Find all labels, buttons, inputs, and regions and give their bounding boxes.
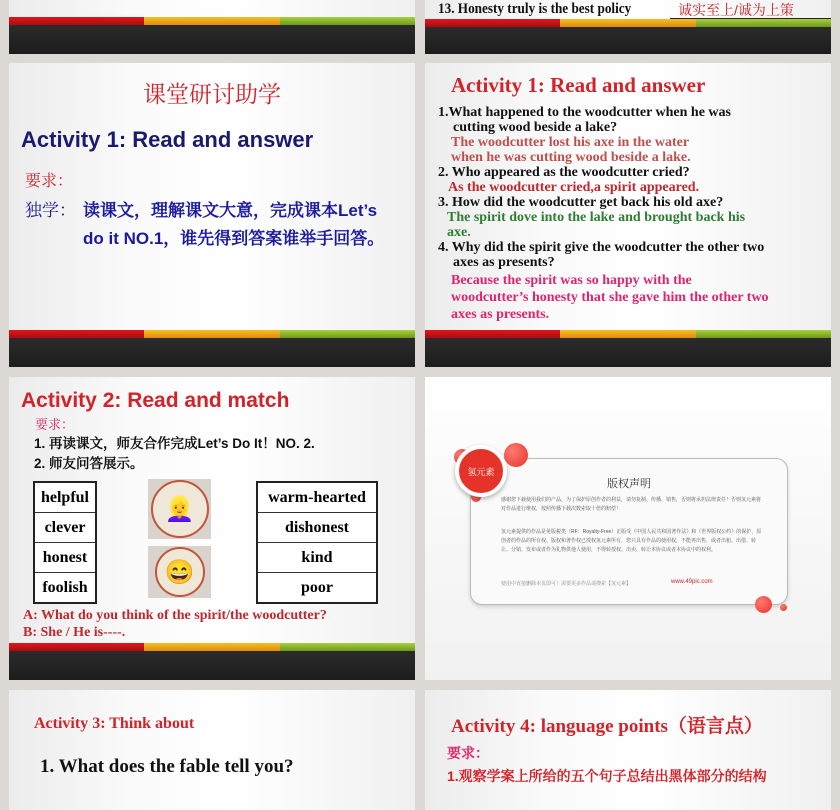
table-row bbox=[34, 543, 96, 573]
answer-3b: axe. bbox=[447, 225, 471, 240]
dark-footer bbox=[9, 25, 415, 54]
dialogue-answer: B: She / He is----. bbox=[23, 625, 126, 640]
decor-circle bbox=[504, 443, 528, 467]
table-row bbox=[257, 573, 377, 604]
honesty-phrase: 13. Honesty truly is the best policy bbox=[438, 1, 632, 17]
color-band bbox=[9, 643, 415, 651]
dark-footer bbox=[425, 338, 831, 367]
self-study-label: 独学： bbox=[25, 201, 76, 220]
color-band bbox=[425, 330, 831, 338]
slide-title: Activity 4: language points（语言点） bbox=[451, 716, 763, 737]
word-cell: kind bbox=[257, 543, 377, 573]
slide-title: Activity 1: Read and answer bbox=[451, 73, 706, 97]
copyright-title: 版权声明 bbox=[607, 478, 651, 490]
decor-circle bbox=[755, 596, 772, 613]
question-4a: 4. Why did the spirit give the woodcutter the other two bbox=[438, 240, 765, 255]
copyright-card bbox=[470, 458, 788, 605]
answer-4b: woodcutter’s honesty that she gave him the other two bbox=[451, 290, 769, 305]
dark-footer bbox=[9, 651, 415, 680]
decor-circle bbox=[780, 604, 787, 611]
instruction-line-1: 读课文，理解课文大意，完成课本Let’s bbox=[83, 201, 378, 220]
color-band bbox=[425, 19, 831, 27]
honesty-translation: 诚实至上/诚为上策 bbox=[678, 2, 794, 18]
word-cell: clever bbox=[34, 513, 96, 543]
question-2: 2. Who appeared as the woodcutter cried? bbox=[438, 165, 690, 180]
slide-thumbnail-5[interactable] bbox=[9, 377, 415, 680]
woodcutter-image: 😄 bbox=[148, 546, 211, 598]
dialogue-question: A: What do you think of the spirit/the woodcutter? bbox=[23, 608, 327, 623]
brand-badge bbox=[455, 445, 507, 497]
requirement-label: 要求： bbox=[25, 173, 74, 190]
slide-thumbnail-6[interactable] bbox=[425, 377, 831, 680]
answer-1b: when he was cutting wood beside a lake. bbox=[451, 150, 691, 165]
activity-title: Activity 1: Read and answer bbox=[21, 127, 314, 152]
color-band bbox=[9, 330, 415, 338]
spirit-image: 👱‍♀️ bbox=[148, 479, 211, 539]
instruction-line-2: do it NO.1，谁先得到答案谁举手回答。 bbox=[83, 229, 385, 248]
slide-title: Activity 2: Read and match bbox=[21, 389, 290, 412]
slide-heading: 课堂研讨助学 bbox=[143, 81, 281, 107]
answer-4c: axes as presents. bbox=[451, 307, 550, 322]
requirement-label: 要求： bbox=[447, 745, 489, 761]
table-row bbox=[257, 482, 377, 513]
requirement-label: 要求： bbox=[35, 417, 75, 432]
slide-thumbnail-7[interactable] bbox=[9, 690, 415, 810]
copyright-para-1: 感谢您下载使用我们的产品，为了保护原创作者的利益，请勿复制、传播、销售，否则将承担法律责任！否则氢元素将对作品进行维权，按照传播下载次数索取十倍的赔偿！ bbox=[501, 497, 762, 512]
copyright-url[interactable]: www.49pic.com bbox=[671, 579, 713, 585]
right-word-table bbox=[256, 481, 378, 604]
copyright-footer: 使用中直接删除本页即可！需要更多作品请搜索【氢元素】 bbox=[501, 581, 632, 587]
answer-1a: The woodcutter lost his axe in the water bbox=[451, 135, 690, 150]
question-4b: axes as presents? bbox=[453, 255, 555, 270]
word-cell: warm-hearted bbox=[257, 482, 377, 513]
table-row bbox=[257, 513, 377, 543]
slide-thumbnail-3[interactable] bbox=[9, 63, 415, 367]
table-row bbox=[257, 543, 377, 573]
left-word-table bbox=[33, 481, 97, 604]
brand-badge-text: 氢元素 bbox=[467, 466, 495, 477]
table-row bbox=[34, 513, 96, 543]
table-row bbox=[34, 573, 96, 604]
question-1: 1. What does the fable tell you? bbox=[40, 756, 294, 777]
slide-thumbnail-8[interactable] bbox=[425, 690, 831, 810]
word-cell: helpful bbox=[34, 482, 96, 513]
instruction-line-1: 1.观察学案上所给的五个句子总结出黑体部分的结构 bbox=[447, 768, 767, 784]
table-row bbox=[34, 482, 96, 513]
word-cell: poor bbox=[257, 573, 377, 604]
slide-thumbnail-4[interactable] bbox=[425, 63, 831, 367]
slide-thumbnail-2[interactable] bbox=[425, 0, 831, 54]
copyright-para-2: 氢元素提供的作品是免版税类（RF：Royalty-Free）正版受《中国人民共和国著作法》和《世界版权公约》的保护，原创者的作品的所有权、版权和著作权已授权氢元素所有，您只具有作品的使用权，不能再出售，或者出租、出借、转让、分销、发布或者作为礼物供他人使用，不得转授权、出卖、转让本协议或者本协议中的权利。 bbox=[501, 529, 762, 553]
dark-footer bbox=[425, 27, 831, 54]
answer-3a: The spirit dove into the lake and brought back his bbox=[447, 210, 746, 225]
word-cell: dishonest bbox=[257, 513, 377, 543]
question-1b: cutting wood beside a lake? bbox=[453, 120, 618, 135]
word-cell: foolish bbox=[34, 573, 96, 604]
instruction-line-2: 2. 师友问答展示。 bbox=[34, 456, 144, 471]
dark-footer bbox=[9, 338, 415, 367]
answer-4a: Because the spirit was so happy with the bbox=[451, 273, 692, 288]
instruction-line-1: 1. 再读课文，师友合作完成Let’s Do It！NO. 2. bbox=[34, 436, 315, 451]
color-band bbox=[9, 17, 415, 25]
slide-title: Activity 3: Think about bbox=[34, 715, 195, 732]
answer-2: As the woodcutter cried,a spirit appeared. bbox=[448, 180, 700, 195]
word-cell: honest bbox=[34, 543, 96, 573]
slide-thumbnail-1[interactable] bbox=[9, 0, 415, 54]
question-1a: 1.What happened to the woodcutter when he was bbox=[438, 105, 731, 120]
question-3: 3. How did the woodcutter get back his old axe? bbox=[438, 195, 724, 210]
